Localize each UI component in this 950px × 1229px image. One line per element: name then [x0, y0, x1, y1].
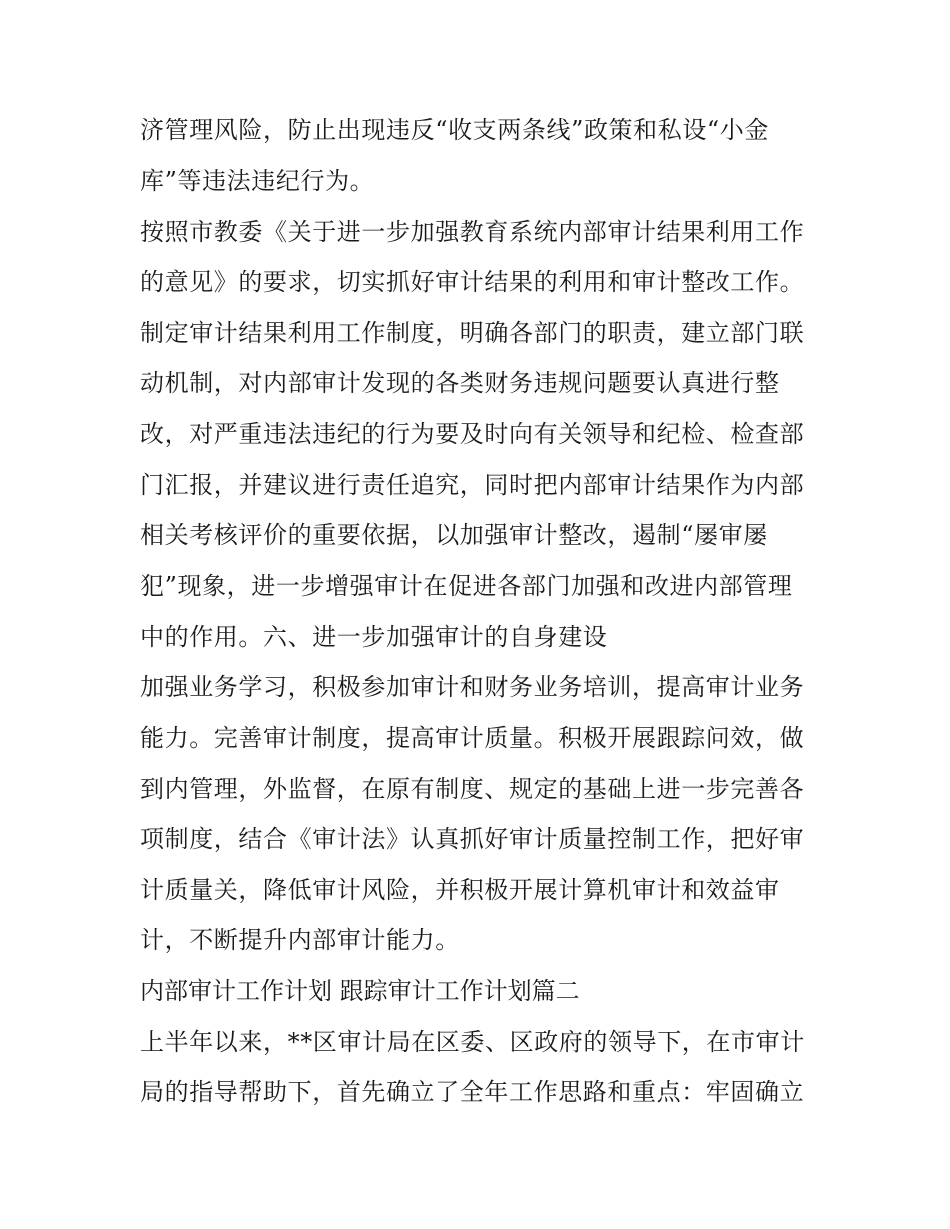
text-line: 济管理风险，防止出现违反“收支两条线”政策和私设“小金: [140, 116, 770, 144]
text-line: 计，不断提升内部审计能力。: [140, 926, 460, 954]
text-line: 按照市教委《关于进一步加强教育系统内部审计结果利用工作: [140, 218, 805, 246]
text-line: 库”等违法违纪行为。: [140, 167, 375, 195]
text-line: 到内管理，外监督，在原有制度、规定的基础上进一步完善各: [140, 775, 805, 803]
text-line: 相关考核评价的重要依据，以加强审计整改，遏制“屡审屡: [140, 521, 768, 549]
text-line: 中的作用。六、进一步加强审计的自身建设: [140, 623, 608, 651]
text-line: 局的指导帮助下，首先确立了全年工作思路和重点：牢固确立: [140, 1078, 805, 1106]
text-line: 的意见》的要求，切实抓好审计结果的利用和审计整改工作。: [140, 268, 805, 296]
text-line: 加强业务学习，积极参加审计和财务业务培训，提高审计业务: [140, 673, 805, 701]
text-line: 改，对严重违法违纪的行为要及时向有关领导和纪检、检查部: [140, 420, 805, 448]
text-line: 能力。完善审计制度，提高审计质量。积极开展跟踪问效，做: [140, 724, 805, 752]
text-line: 项制度，结合《审计法》认真抓好审计质量控制工作，把好审: [140, 825, 805, 853]
text-line: 上半年以来，**区审计局在区委、区政府的领导下，在市审计: [140, 1028, 805, 1056]
text-line: 犯”现象，进一步增强审计在促进各部门加强和改进内部管理: [140, 572, 793, 600]
text-line: 动机制，对内部审计发现的各类财务违规问题要认真进行整: [140, 369, 780, 397]
text-line: 制定审计结果利用工作制度，明确各部门的职责，建立部门联: [140, 319, 805, 347]
text-line: 门汇报，并建议进行责任追究，同时把内部审计结果作为内部: [140, 471, 805, 499]
section-heading: 内部审计工作计划 跟踪审计工作计划篇二: [140, 977, 580, 1005]
text-line: 计质量关，降低审计风险，并积极开展计算机审计和效益审: [140, 876, 780, 904]
